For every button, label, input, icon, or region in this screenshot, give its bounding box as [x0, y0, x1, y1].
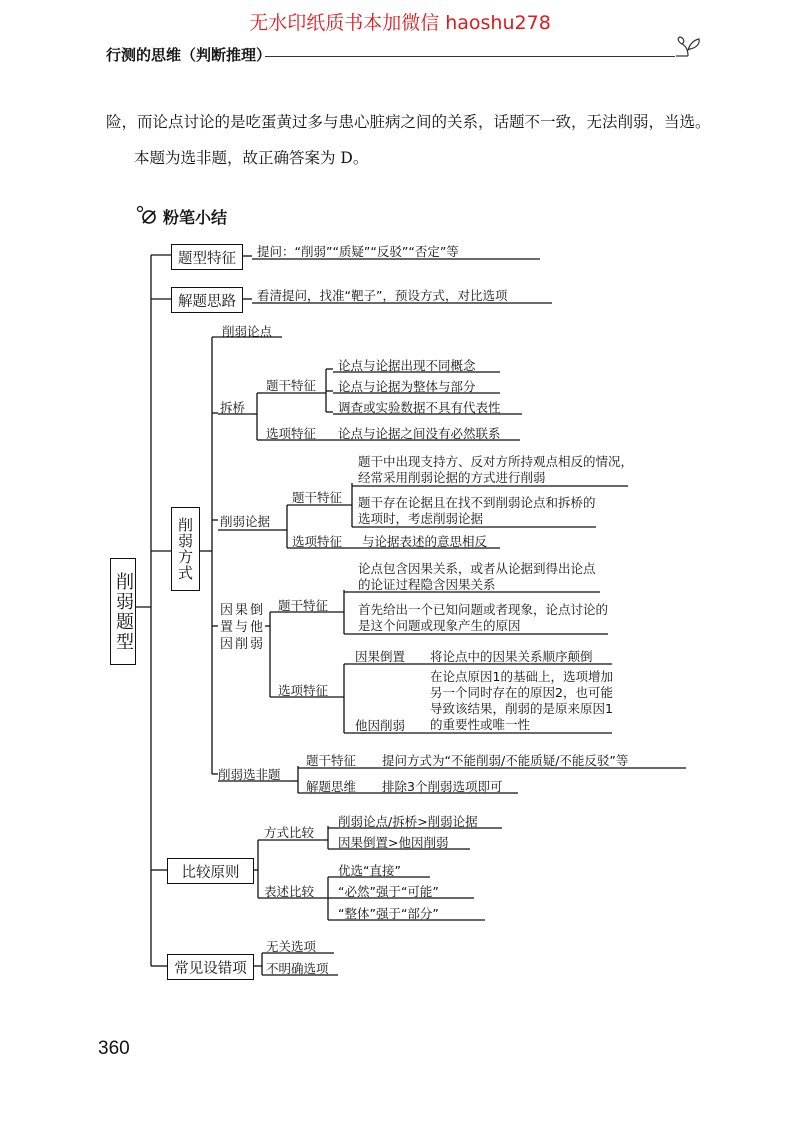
expression-comparison-item: “必然”强于“可能” [338, 884, 439, 899]
branch-approach-box: 解题思路 [171, 287, 243, 313]
trap-item: 不明确选项 [266, 961, 329, 976]
expression-comparison-label: 表述比较 [264, 884, 315, 899]
expression-comparison-item: “整体”强于“部分” [338, 906, 439, 921]
nonchoice-stem-label: 题干特征 [306, 753, 357, 768]
approach-text: 看清提问，找准“靶子”，预设方式，对比选项 [257, 288, 508, 303]
section-title: 粉笔小结 [163, 208, 228, 227]
causal-stem-item: 首先给出一个已知问题或者现象，论点讨论的是这个问题或现象产生的原因 [358, 602, 609, 633]
causal-stem-label: 题干特征 [278, 598, 329, 613]
body-paragraph-line: 本题为选非题，故正确答案为 D。 [134, 149, 369, 167]
branch-weaken-methods-box: 削弱方式 [171, 507, 200, 591]
branch-common-traps-box: 常见设错项 [167, 954, 254, 980]
branch-question-type-box: 题型特征 [171, 244, 243, 270]
mindmap-root-box: 削弱题型 [110, 558, 136, 665]
page-number: 360 [98, 1038, 130, 1059]
expression-comparison-item: 优选“直接” [338, 863, 401, 878]
bridge-label: 拆桥 [220, 400, 246, 415]
bridge-option-label: 选项特征 [266, 426, 317, 441]
bridge-stem-item: 论点与论据为整体与部分 [338, 379, 476, 394]
reverse-causality-label: 因果倒置 [355, 649, 406, 664]
nonchoice-label: 削弱选非题 [218, 767, 281, 782]
other-cause-text: 在论点原因1的基础上，选项增加另一个同时存在的原因2，也可能导致该结果，削弱的是原来原因1的重要性或唯一性 [430, 669, 613, 732]
evidence-stem-label: 题干特征 [292, 490, 343, 505]
trap-item: 无关选项 [266, 939, 317, 954]
nonchoice-stem-text: 提问方式为“不能削弱/不能质疑/不能反驳”等 [382, 753, 629, 768]
causal-option-label: 选项特征 [278, 683, 329, 698]
causal-label: 因果倒置与他因削弱 [220, 603, 266, 652]
reverse-causality-text: 将论点中的因果关系顺序颠倒 [430, 649, 593, 664]
method-comparison-item: 因果倒置>他因削弱 [338, 835, 449, 850]
bridge-stem-label: 题干特征 [266, 378, 317, 393]
body-paragraph-line: 险，而论点讨论的是吃蛋黄过多与患心脏病之间的关系，话题不一致，无法削弱，当选。 [106, 113, 711, 131]
branch-comparison-box: 比较原则 [167, 858, 254, 884]
bridge-stem-item: 论点与论据出现不同概念 [338, 358, 476, 373]
evidence-option-text: 与论据表述的意思相反 [362, 534, 488, 549]
evidence-label: 削弱论据 [220, 514, 271, 529]
nonchoice-approach-label: 解题思维 [306, 779, 357, 794]
method-comparison-label: 方式比较 [264, 825, 315, 840]
evidence-stem-item: 题干中出现支持方、反对方所持观点相反的情况，经常采用削弱论据的方式进行削弱 [358, 454, 634, 485]
method-comparison-item: 削弱论点/拆桥>削弱论据 [338, 814, 478, 829]
evidence-option-label: 选项特征 [292, 534, 343, 549]
other-cause-label: 他因削弱 [355, 718, 406, 733]
causal-stem-item: 论点包含因果关系，或者从论据到得出论点的论证过程隐含因果关系 [358, 561, 596, 592]
question-type-text: 提问：“削弱”“质疑”“反驳”“否定”等 [257, 244, 459, 259]
watermark-text: 无水印纸质书本加微信 haoshu278 [249, 12, 551, 34]
bridge-stem-item: 调查或实验数据不具有代表性 [338, 400, 501, 415]
running-header: 行测的思维（判断推理） [106, 46, 272, 64]
weaken-argument-label: 削弱论点 [222, 324, 273, 339]
bridge-option-text: 论点与论据之间没有必然联系 [338, 426, 501, 441]
evidence-stem-item: 题干存在论据且在找不到削弱论点和拆桥的选项时，考虑削弱论据 [358, 495, 596, 526]
nonchoice-approach-text: 排除3个削弱选项即可 [382, 779, 503, 794]
